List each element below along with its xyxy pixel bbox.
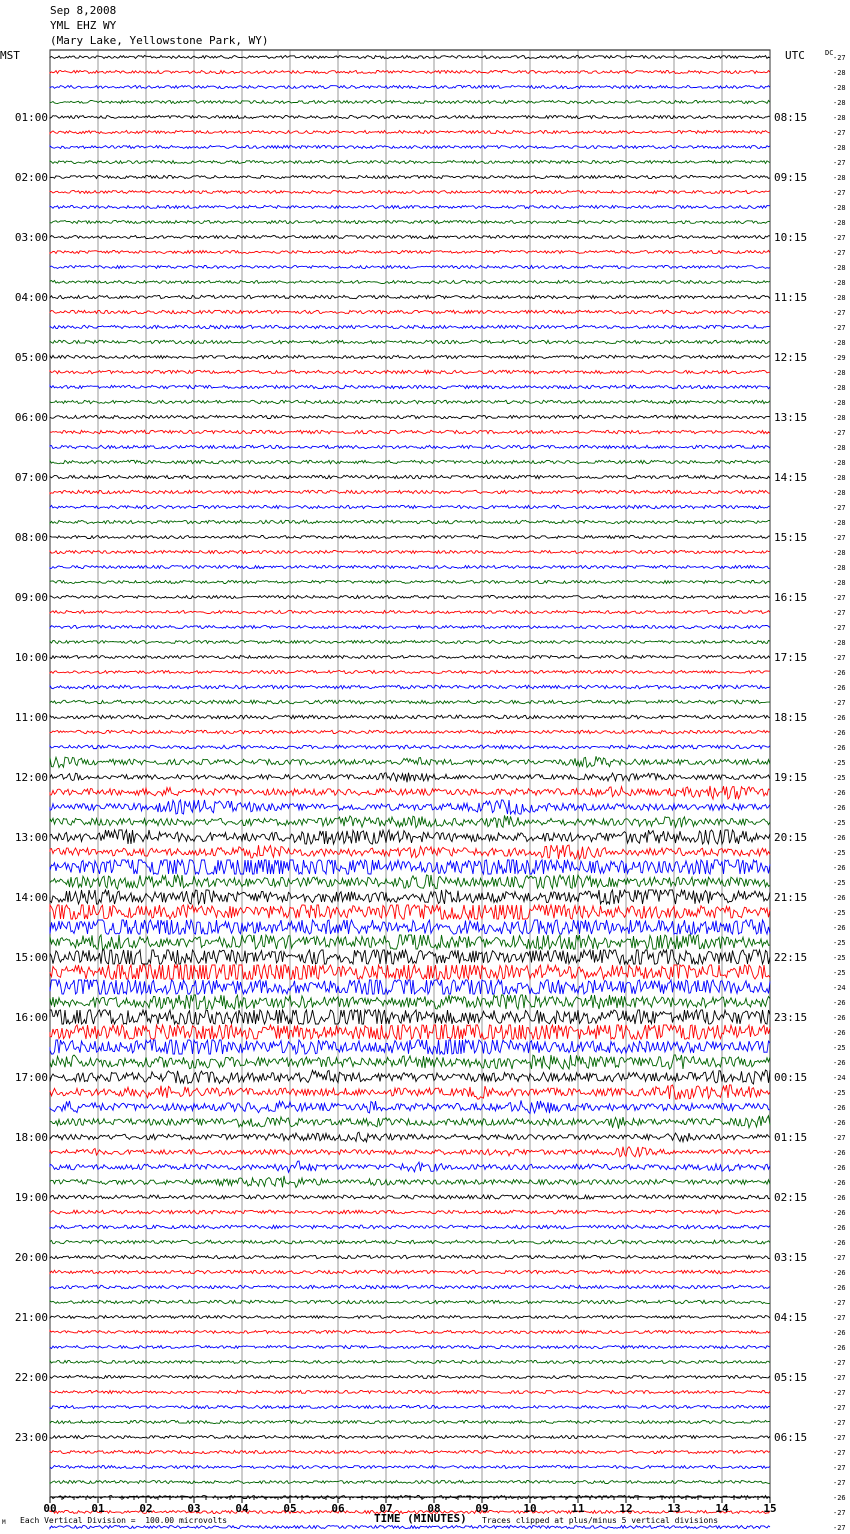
dc-offset-label: -28 [833, 99, 846, 107]
dc-offset-label: -25 [833, 819, 846, 827]
seismic-trace [50, 1300, 770, 1303]
dc-offset-label: -26 [833, 684, 846, 692]
dc-offset-label: -28 [833, 444, 846, 452]
mst-hour-label: 16:00 [14, 1011, 48, 1024]
mst-hour-label: 09:00 [14, 591, 48, 604]
dc-offset-label: -27 [833, 624, 846, 632]
seismic-trace [50, 700, 770, 704]
dc-offset-label: -28 [833, 579, 846, 587]
dc-offset-label: -27 [833, 1404, 846, 1412]
mst-hour-label: 06:00 [14, 411, 48, 424]
dc-offset-label: -26 [833, 1269, 846, 1277]
dc-offset-label: -28 [833, 279, 846, 287]
dc-offset-label: -29 [833, 354, 846, 362]
x-tick-label: 07 [379, 1502, 393, 1515]
dc-offset-label: -28 [833, 639, 846, 647]
clip-note: Traces clipped at plus/minus 5 vertical divisions [482, 1516, 719, 1525]
seismic-trace [50, 566, 770, 569]
dc-offset-label: -28 [833, 549, 846, 557]
dc-offset-label: -28 [833, 219, 846, 227]
mst-hour-label: 15:00 [14, 951, 48, 964]
utc-hour-label: 14:15 [774, 471, 808, 484]
seismic-trace [50, 1240, 770, 1244]
dc-offset-label: -27 [833, 594, 846, 602]
dc-offset-label: -28 [833, 459, 846, 467]
station-code: YML EHZ WY [50, 19, 117, 32]
seismic-trace [50, 520, 770, 523]
corner-mark: M [2, 1519, 6, 1526]
dc-offset-label: -25 [833, 909, 846, 917]
utc-hour-label: 11:15 [774, 291, 808, 304]
x-tick-label: 14 [715, 1502, 729, 1515]
seismic-trace [50, 340, 770, 343]
x-tick-label: 00 [43, 1502, 57, 1515]
seismic-trace [50, 445, 770, 448]
seismic-trace [50, 596, 770, 599]
seismic-trace [50, 176, 770, 179]
dc-offset-label: -28 [833, 474, 846, 482]
seismic-trace [50, 1436, 770, 1439]
seismic-trace [50, 116, 770, 119]
seismic-trace [50, 1331, 770, 1334]
dc-offset-label: -27 [833, 309, 846, 317]
seismic-trace [50, 786, 770, 799]
seismic-trace [50, 251, 770, 254]
utc-hour-label: 02:15 [774, 1191, 808, 1204]
seismic-trace [50, 1270, 770, 1273]
dc-offset-label: -26 [833, 1014, 846, 1022]
dc-offset-label: -28 [833, 399, 846, 407]
dc-offset-label: -26 [833, 1194, 846, 1202]
seismic-trace [50, 656, 770, 659]
dc-offset-label: -26 [833, 669, 846, 677]
dc-offset-label: -27 [833, 1314, 846, 1322]
dc-offset-label: -28 [833, 174, 846, 182]
dc-offset-label: -26 [833, 804, 846, 812]
x-tick-label: 10 [523, 1502, 537, 1515]
seismic-trace [50, 1085, 770, 1099]
seismic-trace [50, 86, 770, 89]
seismic-trace [50, 745, 770, 749]
dc-offset-label: -27 [833, 1299, 846, 1307]
dc-offset-label: -26 [833, 924, 846, 932]
seismic-trace [50, 950, 770, 964]
mst-hour-label: 04:00 [14, 291, 48, 304]
seismic-trace [50, 920, 770, 934]
x-tick-label: 06 [331, 1502, 345, 1515]
utc-hour-label: 06:15 [774, 1431, 808, 1444]
seismic-trace [50, 475, 770, 478]
seismic-trace [50, 1176, 770, 1188]
dc-offset-label: -26 [833, 1149, 846, 1157]
dc-offset-label: -26 [833, 1284, 846, 1292]
dc-offset-label: -27 [833, 1419, 846, 1427]
seismic-trace [50, 875, 770, 889]
seismic-trace [50, 161, 770, 164]
mst-hour-label: 07:00 [14, 471, 48, 484]
seismic-trace [50, 860, 770, 874]
seismic-trace [50, 730, 770, 733]
utc-hour-label: 22:15 [774, 951, 808, 964]
seismic-trace [50, 1025, 770, 1039]
utc-hour-label: 00:15 [774, 1071, 808, 1084]
seismic-trace [50, 310, 770, 313]
seismic-trace [50, 146, 770, 149]
dc-offset-label: -27 [833, 54, 846, 62]
seismic-trace [50, 266, 770, 269]
seismic-trace [50, 1195, 770, 1199]
utc-hour-label: 09:15 [774, 171, 808, 184]
seismic-trace [50, 1466, 770, 1469]
dc-offset-label: -26 [833, 1239, 846, 1247]
seismic-trace [50, 671, 770, 674]
seismic-trace [50, 1316, 770, 1319]
dc-offset-label: -28 [833, 114, 846, 122]
dc-offset-label: -27 [833, 1509, 846, 1517]
seismic-trace [50, 1116, 770, 1129]
seismic-trace [50, 385, 770, 388]
mst-hour-label: 10:00 [14, 651, 48, 664]
dc-offset-label: -27 [833, 249, 846, 257]
dc-offset-label: -28 [833, 84, 846, 92]
seismic-trace [50, 1391, 770, 1394]
right-timezone-label: UTC [785, 49, 805, 62]
seismic-trace [50, 830, 770, 844]
utc-hour-label: 10:15 [774, 231, 808, 244]
dc-offset-label: -28 [833, 564, 846, 572]
utc-hour-label: 08:15 [774, 111, 808, 124]
mst-hour-label: 14:00 [14, 891, 48, 904]
seismic-trace [50, 71, 770, 74]
dc-label: DC [825, 49, 834, 57]
dc-offset-label: -25 [833, 759, 846, 767]
dc-offset-label: -27 [833, 1449, 846, 1457]
dc-offset-label: -27 [833, 324, 846, 332]
mst-hour-label: 21:00 [14, 1311, 48, 1324]
x-tick-label: 01 [91, 1502, 105, 1515]
seismic-trace [50, 845, 770, 859]
seismic-trace [50, 715, 770, 719]
seismic-trace [50, 1361, 770, 1364]
seismic-traces [50, 56, 770, 1534]
dc-offset-label: -28 [833, 204, 846, 212]
seismic-trace [50, 1132, 770, 1142]
x-tick-label: 04 [235, 1502, 249, 1515]
seismic-trace [50, 1225, 770, 1229]
dc-offset-label: -26 [833, 744, 846, 752]
utc-hour-label: 21:15 [774, 891, 808, 904]
dc-offset-label: -27 [833, 1524, 846, 1532]
mst-hour-label: 12:00 [14, 771, 48, 784]
dc-offset-label: -26 [833, 1179, 846, 1187]
seismic-trace [50, 415, 770, 418]
dc-offset-label: -27 [833, 1134, 846, 1142]
utc-hour-label: 23:15 [774, 1011, 808, 1024]
seismic-trace [50, 641, 770, 644]
seismic-trace [50, 536, 770, 539]
dc-offset-label: -27 [833, 1479, 846, 1487]
dc-offset-label: -25 [833, 774, 846, 782]
dc-offset-label: -27 [833, 129, 846, 137]
dc-offset-label: -28 [833, 384, 846, 392]
seismic-trace [50, 965, 770, 979]
dc-offset-label: -27 [833, 609, 846, 617]
utc-hour-label: 04:15 [774, 1311, 808, 1324]
dc-offset-label: -25 [833, 879, 846, 887]
mst-hour-label: 13:00 [14, 831, 48, 844]
dc-offset-label: -25 [833, 1044, 846, 1052]
utc-hour-label: 16:15 [774, 591, 808, 604]
seismic-trace [50, 611, 770, 614]
dc-offset-label: -25 [833, 849, 846, 857]
seismic-trace [50, 995, 770, 1009]
seismic-trace [50, 131, 770, 134]
dc-offset-label: -28 [833, 414, 846, 422]
x-tick-label: 08 [427, 1502, 441, 1515]
utc-hour-label: 01:15 [774, 1131, 808, 1144]
seismic-trace [50, 281, 770, 284]
mst-hour-label: 08:00 [14, 531, 48, 544]
dc-offset-label: -26 [833, 714, 846, 722]
seismic-trace [50, 1147, 770, 1157]
dc-offset-label: -26 [833, 1059, 846, 1067]
scale-note: Each Vertical Division = 100.00 microvolts [20, 1516, 228, 1525]
seismic-trace [50, 460, 770, 463]
dc-offset-label: -26 [833, 1224, 846, 1232]
seismic-trace [50, 295, 770, 298]
mst-hour-label: 23:00 [14, 1431, 48, 1444]
seismic-trace [50, 1070, 770, 1084]
utc-hour-label: 05:15 [774, 1371, 808, 1384]
utc-hour-label: 15:15 [774, 531, 808, 544]
dc-offset-label: -26 [833, 729, 846, 737]
dc-offset-label: -27 [833, 699, 846, 707]
x-tick-label: 11 [571, 1502, 585, 1515]
seismic-trace [50, 1376, 770, 1379]
seismic-trace [50, 1481, 770, 1484]
seismic-trace [50, 191, 770, 194]
dc-offset-label: -26 [833, 1344, 846, 1352]
seismic-trace [50, 1285, 770, 1288]
seismic-trace [50, 890, 770, 904]
mst-hour-label: 17:00 [14, 1071, 48, 1084]
mst-hour-label: 03:00 [14, 231, 48, 244]
seismic-trace [50, 1346, 770, 1349]
mst-hour-label: 01:00 [14, 111, 48, 124]
mst-hour-label: 11:00 [14, 711, 48, 724]
seismic-trace [50, 1451, 770, 1454]
mst-hour-label: 05:00 [14, 351, 48, 364]
seismic-trace [50, 1010, 770, 1024]
utc-hour-label: 17:15 [774, 651, 808, 664]
seismic-trace [50, 1210, 770, 1214]
seismic-trace [50, 56, 770, 59]
dc-offset-label: -26 [833, 1209, 846, 1217]
seismic-trace [50, 355, 770, 358]
mst-hour-label: 19:00 [14, 1191, 48, 1204]
mst-hour-label: 20:00 [14, 1251, 48, 1264]
dc-offset-label: -26 [833, 864, 846, 872]
dc-offset-label: -26 [833, 834, 846, 842]
dc-offset-label: -26 [833, 789, 846, 797]
mst-hour-label: 22:00 [14, 1371, 48, 1384]
dc-offset-label: -25 [833, 969, 846, 977]
seismic-trace [50, 1055, 770, 1069]
dc-offset-label: -28 [833, 69, 846, 77]
seismic-trace [50, 101, 770, 104]
utc-hour-label: 03:15 [774, 1251, 808, 1264]
seismic-trace [50, 1421, 770, 1424]
seismic-trace [50, 581, 770, 584]
seismic-trace [50, 1100, 770, 1113]
dc-offset-label: -26 [833, 1119, 846, 1127]
dc-offset-label: -25 [833, 954, 846, 962]
x-tick-label: 03 [187, 1502, 201, 1515]
seismic-trace [50, 221, 770, 224]
x-tick-label: 09 [475, 1502, 489, 1515]
dc-offset-label: -26 [833, 1164, 846, 1172]
seismic-trace [50, 626, 770, 629]
seismic-trace [50, 905, 770, 919]
seismic-trace [50, 980, 770, 994]
dc-offset-label: -26 [833, 999, 846, 1007]
dc-offset-label: -27 [833, 654, 846, 662]
dc-offset-label: -26 [833, 1494, 846, 1502]
seismic-trace [50, 1255, 770, 1258]
seismic-trace [50, 370, 770, 373]
seismic-trace [50, 1040, 770, 1054]
seismic-trace [50, 1161, 770, 1172]
x-tick-label: 12 [619, 1502, 633, 1515]
dc-offset-label: -24 [833, 984, 846, 992]
x-tick-label: 02 [139, 1502, 153, 1515]
seismic-trace [50, 400, 770, 403]
x-tick-label: 05 [283, 1502, 297, 1515]
seismic-trace [50, 206, 770, 209]
seismic-trace [50, 685, 770, 689]
x-tick-label: 13 [667, 1502, 681, 1515]
seismic-trace [50, 1406, 770, 1409]
x-tick-label: 15 [763, 1502, 777, 1515]
dc-offset-label: -27 [833, 1359, 846, 1367]
dc-offset-label: -27 [833, 1374, 846, 1382]
utc-hour-label: 20:15 [774, 831, 808, 844]
dc-offset-label: -28 [833, 519, 846, 527]
x-axis-title: TIME (MINUTES) [374, 1512, 467, 1525]
dc-offset-label: -28 [833, 489, 846, 497]
seismic-trace [50, 325, 770, 328]
seismic-trace [50, 756, 770, 767]
dc-offset-label: -27 [833, 429, 846, 437]
dc-offset-label: -27 [833, 1389, 846, 1397]
utc-hour-label: 12:15 [774, 351, 808, 364]
seismic-trace [50, 800, 770, 814]
seismic-trace [50, 236, 770, 239]
seismic-trace [50, 935, 770, 949]
recording-date: Sep 8,2008 [50, 4, 117, 17]
dc-offset-label: -27 [833, 1434, 846, 1442]
seismic-trace [50, 1526, 770, 1529]
seismic-trace [50, 505, 770, 508]
utc-hour-label: 13:15 [774, 411, 808, 424]
dc-offset-label: -27 [833, 234, 846, 242]
mst-hour-label: 18:00 [14, 1131, 48, 1144]
dc-offset-label: -28 [833, 369, 846, 377]
seismic-trace [50, 430, 770, 433]
dc-offset-label: -28 [833, 339, 846, 347]
dc-offset-label: -27 [833, 1254, 846, 1262]
dc-offset-label: -28 [833, 264, 846, 272]
dc-offset-label: -26 [833, 1029, 846, 1037]
dc-offset-label: -27 [833, 159, 846, 167]
seismic-trace [50, 815, 770, 827]
dc-offset-label: -26 [833, 894, 846, 902]
dc-offset-label: -26 [833, 1104, 846, 1112]
dc-offset-label: -27 [833, 189, 846, 197]
mst-hour-label: 02:00 [14, 171, 48, 184]
seismic-trace [50, 490, 770, 493]
left-timezone-label: MST [0, 49, 20, 62]
dc-offset-label: -27 [833, 504, 846, 512]
station-location: (Mary Lake, Yellowstone Park, WY) [50, 34, 269, 47]
dc-offset-label: -24 [833, 1074, 846, 1082]
dc-offset-label: -27 [833, 1464, 846, 1472]
dc-offset-label: -25 [833, 1089, 846, 1097]
seismic-trace [50, 773, 770, 783]
dc-offset-label: -25 [833, 939, 846, 947]
plot-frame [50, 50, 770, 1497]
dc-offset-label: -27 [833, 534, 846, 542]
dc-offset-label: -28 [833, 294, 846, 302]
utc-hour-label: 18:15 [774, 711, 808, 724]
utc-hour-label: 19:15 [774, 771, 808, 784]
dc-offset-label: -26 [833, 1329, 846, 1337]
seismic-trace [50, 551, 770, 554]
dc-offset-label: -28 [833, 144, 846, 152]
